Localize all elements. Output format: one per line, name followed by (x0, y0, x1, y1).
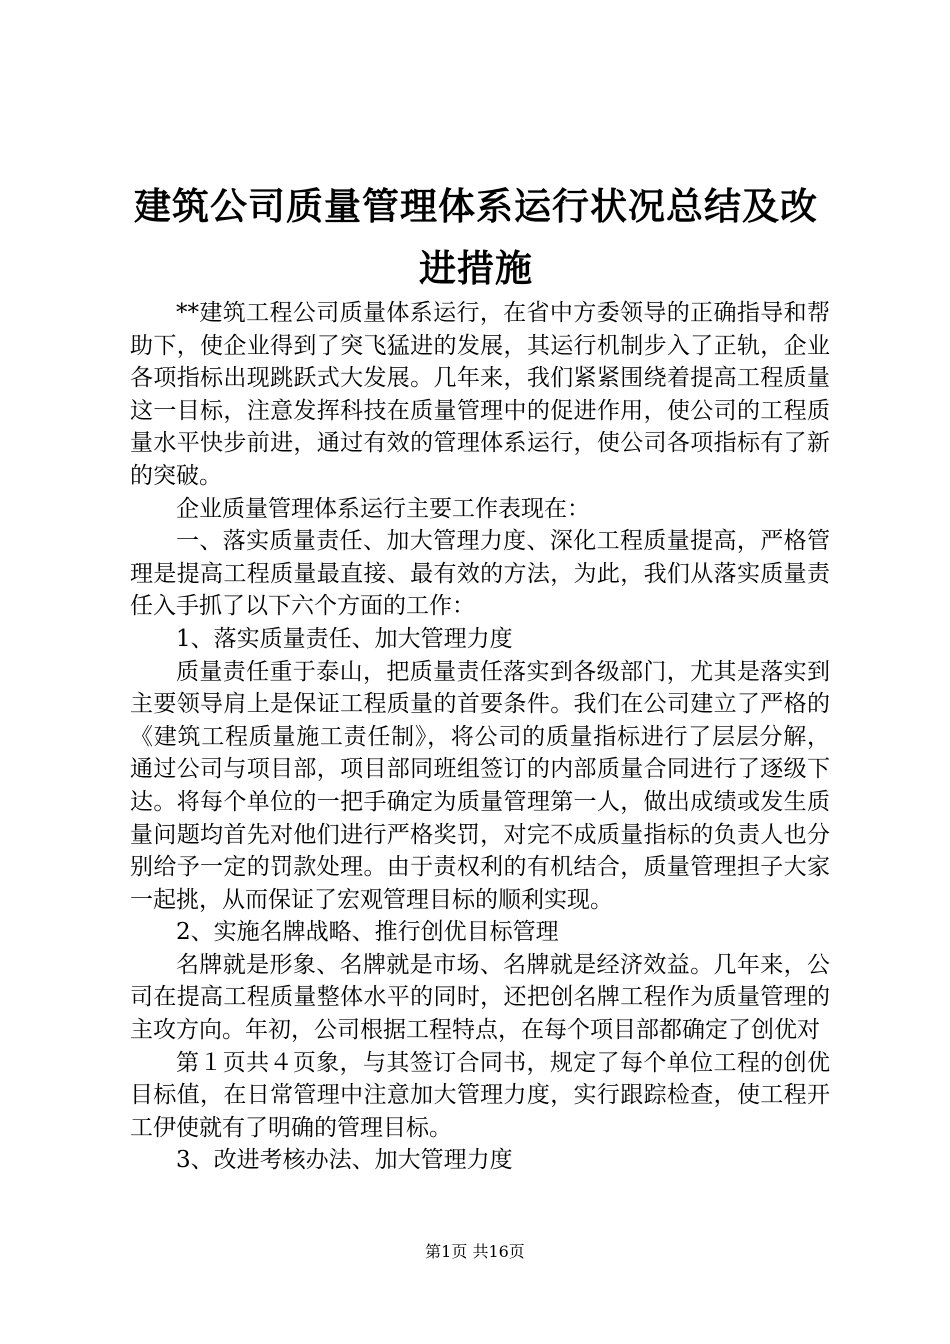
paragraph-intro: **建筑工程公司质量体系运行，在省中方委领导的正确指导和帮助下，使企业得到了突飞猛进的发展，其运行机制步入了正轨，企业各项指标出现跳跃式大发展。几年来，我们紧紧围绕着提高工程质量这一目标，注意发挥科技在质量管理中的促进作用，使公司的工程质量水平快步前进，通过有效的管理体系运行，使公司各项指标有了新的突破。 (130, 300, 830, 489)
paragraph-item-1: 质量责任重于泰山，把质量责任落实到各级部门，尤其是落实到主要领导肩上是保证工程质量的首要条件。我们在公司建立了严格的《建筑工程质量施工责任制》，将公司的质量指标进行了层层分解，通过公司与项目部，项目部同班组签订的内部质量合同进行了逐级下达。将每个单位的一把手确定为质量管理第一人，做出成绩或发生质量问题均首先对他们进行严格奖罚，对完不成质量指标的负责人也分别给予一定的罚款处理。由于责权利的有机结合，质量管理担子大家一起挑，从而保证了宏观管理目标的顺利实现。 (130, 658, 830, 913)
paragraph-item-2-continued: 第１页共４页象，与其签订合同书，规定了每个单位工程的创优目标值，在日常管理中注意加大管理力度，实行跟踪检查，使工程开工伊使就有了明确的管理目标。 (130, 1049, 830, 1141)
heading-item-3: 3、改进考核办法、加大管理力度 (176, 1147, 513, 1174)
document-body (130, 297, 830, 1177)
paragraph-section-one: 一、落实质量责任、加大管理力度、深化工程质量提高，严格管理是提高工程质量最直接、最有效的方法，为此，我们从落实质量责任入手抓了以下六个方面的工作： (130, 528, 830, 620)
document-title: 建筑公司质量管理体系运行状况总结及改进措施 (134, 185, 818, 290)
paragraph-overview: 企业质量管理体系运行主要工作表现在： (176, 495, 590, 522)
page-footer: 第1页 共16页 (425, 1242, 525, 1261)
paragraph-item-2: 名牌就是形象、名牌就是市场、名牌就是经济效益。几年来，公司在提高工程质量整体水平的同时，还把创名牌工程作为质量管理的主攻方向。年初，公司根据工程特点，在每个项目部都确定了创优对 (130, 951, 830, 1044)
heading-item-2: 2、实施名牌战略、推行创优目标管理 (176, 919, 559, 946)
heading-item-1: 1、落实质量责任、加大管理力度 (176, 625, 513, 652)
